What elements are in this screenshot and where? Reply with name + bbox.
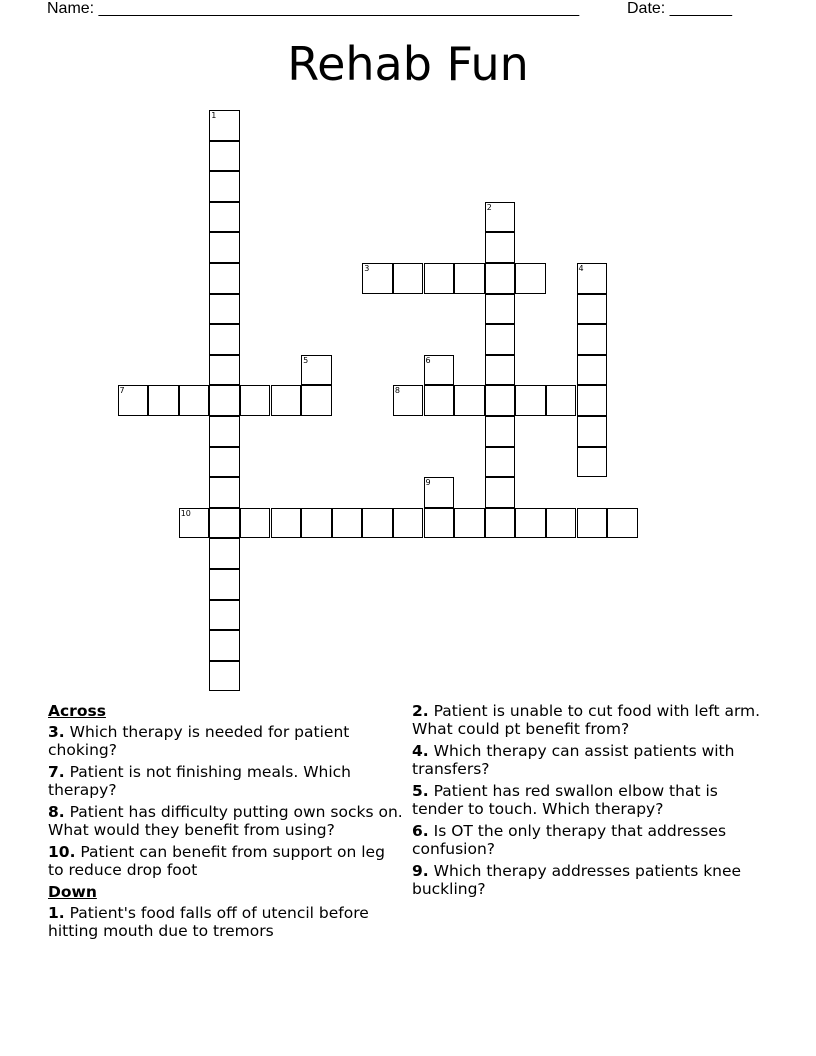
clue-text: Patient can benefit from support on leg to reduce drop foot	[48, 843, 385, 879]
crossword-cell[interactable]	[209, 447, 240, 478]
crossword-cell[interactable]	[240, 508, 271, 539]
clue-number: 4.	[412, 742, 429, 760]
clues-left-column	[48, 702, 403, 944]
cell-number: 5	[303, 355, 309, 365]
crossword-cell[interactable]	[148, 385, 179, 416]
crossword-cell[interactable]	[209, 477, 240, 508]
crossword-cell[interactable]	[546, 508, 577, 539]
crossword-cell[interactable]	[209, 661, 240, 692]
crossword-cell[interactable]	[485, 324, 516, 355]
clues-right-column	[412, 702, 762, 902]
clue-text: Is OT the only therapy that addresses confusion?	[412, 822, 727, 858]
crossword-cell[interactable]	[515, 263, 546, 294]
cell-number: 10	[180, 508, 191, 518]
crossword-cell[interactable]	[515, 385, 546, 416]
clue-text: Which therapy can assist patients with transfers?	[412, 742, 735, 778]
crossword-cell[interactable]	[454, 263, 485, 294]
crossword-cell[interactable]	[485, 447, 516, 478]
crossword-cell[interactable]	[209, 294, 240, 325]
crossword-cell[interactable]	[209, 141, 240, 172]
crossword-cell[interactable]	[515, 508, 546, 539]
cell-number: 8	[394, 386, 400, 396]
crossword-cell[interactable]	[209, 110, 240, 141]
crossword-cell[interactable]	[209, 324, 240, 355]
crossword-cell[interactable]	[485, 477, 516, 508]
crossword-cell[interactable]	[301, 385, 332, 416]
crossword-cell[interactable]	[393, 385, 424, 416]
clue-text: Which therapy addresses patients knee buckling?	[412, 862, 742, 898]
crossword-cell[interactable]	[209, 630, 240, 661]
clue-number: 1.	[48, 904, 65, 922]
crossword-cell[interactable]	[485, 232, 516, 263]
clue-down-9	[412, 862, 762, 898]
crossword-cell[interactable]	[424, 263, 455, 294]
clue-text: Patient is not finishing meals. Which therapy?	[48, 763, 352, 799]
clue-down-5	[412, 782, 762, 818]
crossword-cell[interactable]	[577, 355, 608, 386]
down-heading: Down	[48, 883, 97, 901]
crossword-cell[interactable]	[179, 385, 210, 416]
cell-number: 6	[425, 355, 431, 365]
cell-number: 9	[425, 478, 431, 488]
crossword-cell[interactable]	[209, 508, 240, 539]
crossword-cell[interactable]	[424, 385, 455, 416]
crossword-cell[interactable]	[607, 508, 638, 539]
crossword-cell[interactable]	[485, 263, 516, 294]
crossword-cell[interactable]	[209, 385, 240, 416]
crossword-cell[interactable]	[209, 538, 240, 569]
crossword-cell[interactable]	[362, 263, 393, 294]
crossword-cell[interactable]	[577, 508, 608, 539]
crossword-cell[interactable]	[577, 416, 608, 447]
clue-down-1	[48, 904, 403, 940]
clue-across-10	[48, 843, 403, 879]
clue-number: 7.	[48, 763, 65, 781]
clue-number: 6.	[412, 822, 429, 840]
crossword-cell[interactable]	[485, 416, 516, 447]
crossword-cell[interactable]	[271, 385, 302, 416]
crossword-cell[interactable]	[209, 600, 240, 631]
crossword-cell[interactable]	[485, 385, 516, 416]
crossword-cell[interactable]	[301, 355, 332, 386]
crossword-cell[interactable]	[393, 263, 424, 294]
cell-number: 2	[486, 202, 492, 212]
crossword-cell[interactable]	[393, 508, 424, 539]
crossword-cell[interactable]	[577, 385, 608, 416]
clue-number: 5.	[412, 782, 429, 800]
clue-text: Patient has red swallon elbow that is tender to touch. Which therapy?	[412, 782, 718, 818]
crossword-cell[interactable]	[209, 171, 240, 202]
clue-text: Which therapy is needed for patient choking?	[48, 723, 350, 759]
crossword-cell[interactable]	[240, 385, 271, 416]
crossword-cell[interactable]	[301, 508, 332, 539]
crossword-cell[interactable]	[118, 385, 149, 416]
crossword-cell[interactable]	[424, 355, 455, 386]
crossword-cell[interactable]	[485, 294, 516, 325]
clue-number: 2.	[412, 702, 429, 720]
crossword-cell[interactable]	[332, 508, 363, 539]
crossword-cell[interactable]	[577, 324, 608, 355]
clue-across-7	[48, 763, 403, 799]
crossword-cell[interactable]	[454, 508, 485, 539]
crossword-cell[interactable]	[546, 385, 577, 416]
clue-text: Patient's food falls off of utencil before hitting mouth due to tremors	[48, 904, 369, 940]
cell-number: 1	[211, 111, 217, 120]
cell-number: 7	[119, 386, 125, 396]
clue-number: 8.	[48, 803, 65, 821]
crossword-cell[interactable]	[209, 416, 240, 447]
crossword-cell[interactable]	[577, 294, 608, 325]
page-title: Rehab Fun	[287, 37, 529, 91]
crossword-cell[interactable]	[362, 508, 393, 539]
clue-across-3	[48, 723, 403, 759]
crossword-cell[interactable]	[577, 263, 608, 294]
clue-across-8	[48, 803, 403, 839]
crossword-cell[interactable]	[209, 569, 240, 600]
crossword-cell[interactable]	[577, 447, 608, 478]
crossword-cell[interactable]	[485, 508, 516, 539]
crossword-cell[interactable]	[424, 508, 455, 539]
crossword-cell[interactable]	[209, 355, 240, 386]
clue-down-4	[412, 742, 762, 778]
crossword-cell[interactable]	[271, 508, 302, 539]
clue-text: Patient is unable to cut food with left arm. What could pt benefit from?	[412, 702, 761, 738]
date-field-label[interactable]: Date: _______	[627, 0, 732, 17]
clue-number: 9.	[412, 862, 429, 880]
cell-number: 4	[578, 264, 584, 273]
clue-number: 10.	[48, 843, 76, 861]
cell-number: 3	[364, 264, 370, 273]
crossword-cell[interactable]	[209, 202, 240, 233]
crossword-cell[interactable]	[179, 508, 210, 539]
clue-number: 3.	[48, 723, 65, 741]
clue-text: Patient has difficulty putting own socks on. What would they benefit from using?	[48, 803, 403, 839]
crossword-cell[interactable]	[485, 355, 516, 386]
clue-down-2	[412, 702, 762, 738]
crossword-cell[interactable]	[209, 263, 240, 294]
crossword-cell[interactable]	[485, 202, 516, 233]
across-heading: Across	[48, 702, 106, 720]
crossword-cell[interactable]	[454, 385, 485, 416]
name-field-label[interactable]: Name: ______________________________________________________	[47, 0, 580, 17]
clue-down-6	[412, 822, 762, 858]
crossword-cell[interactable]	[424, 477, 455, 508]
crossword-cell[interactable]	[209, 232, 240, 263]
